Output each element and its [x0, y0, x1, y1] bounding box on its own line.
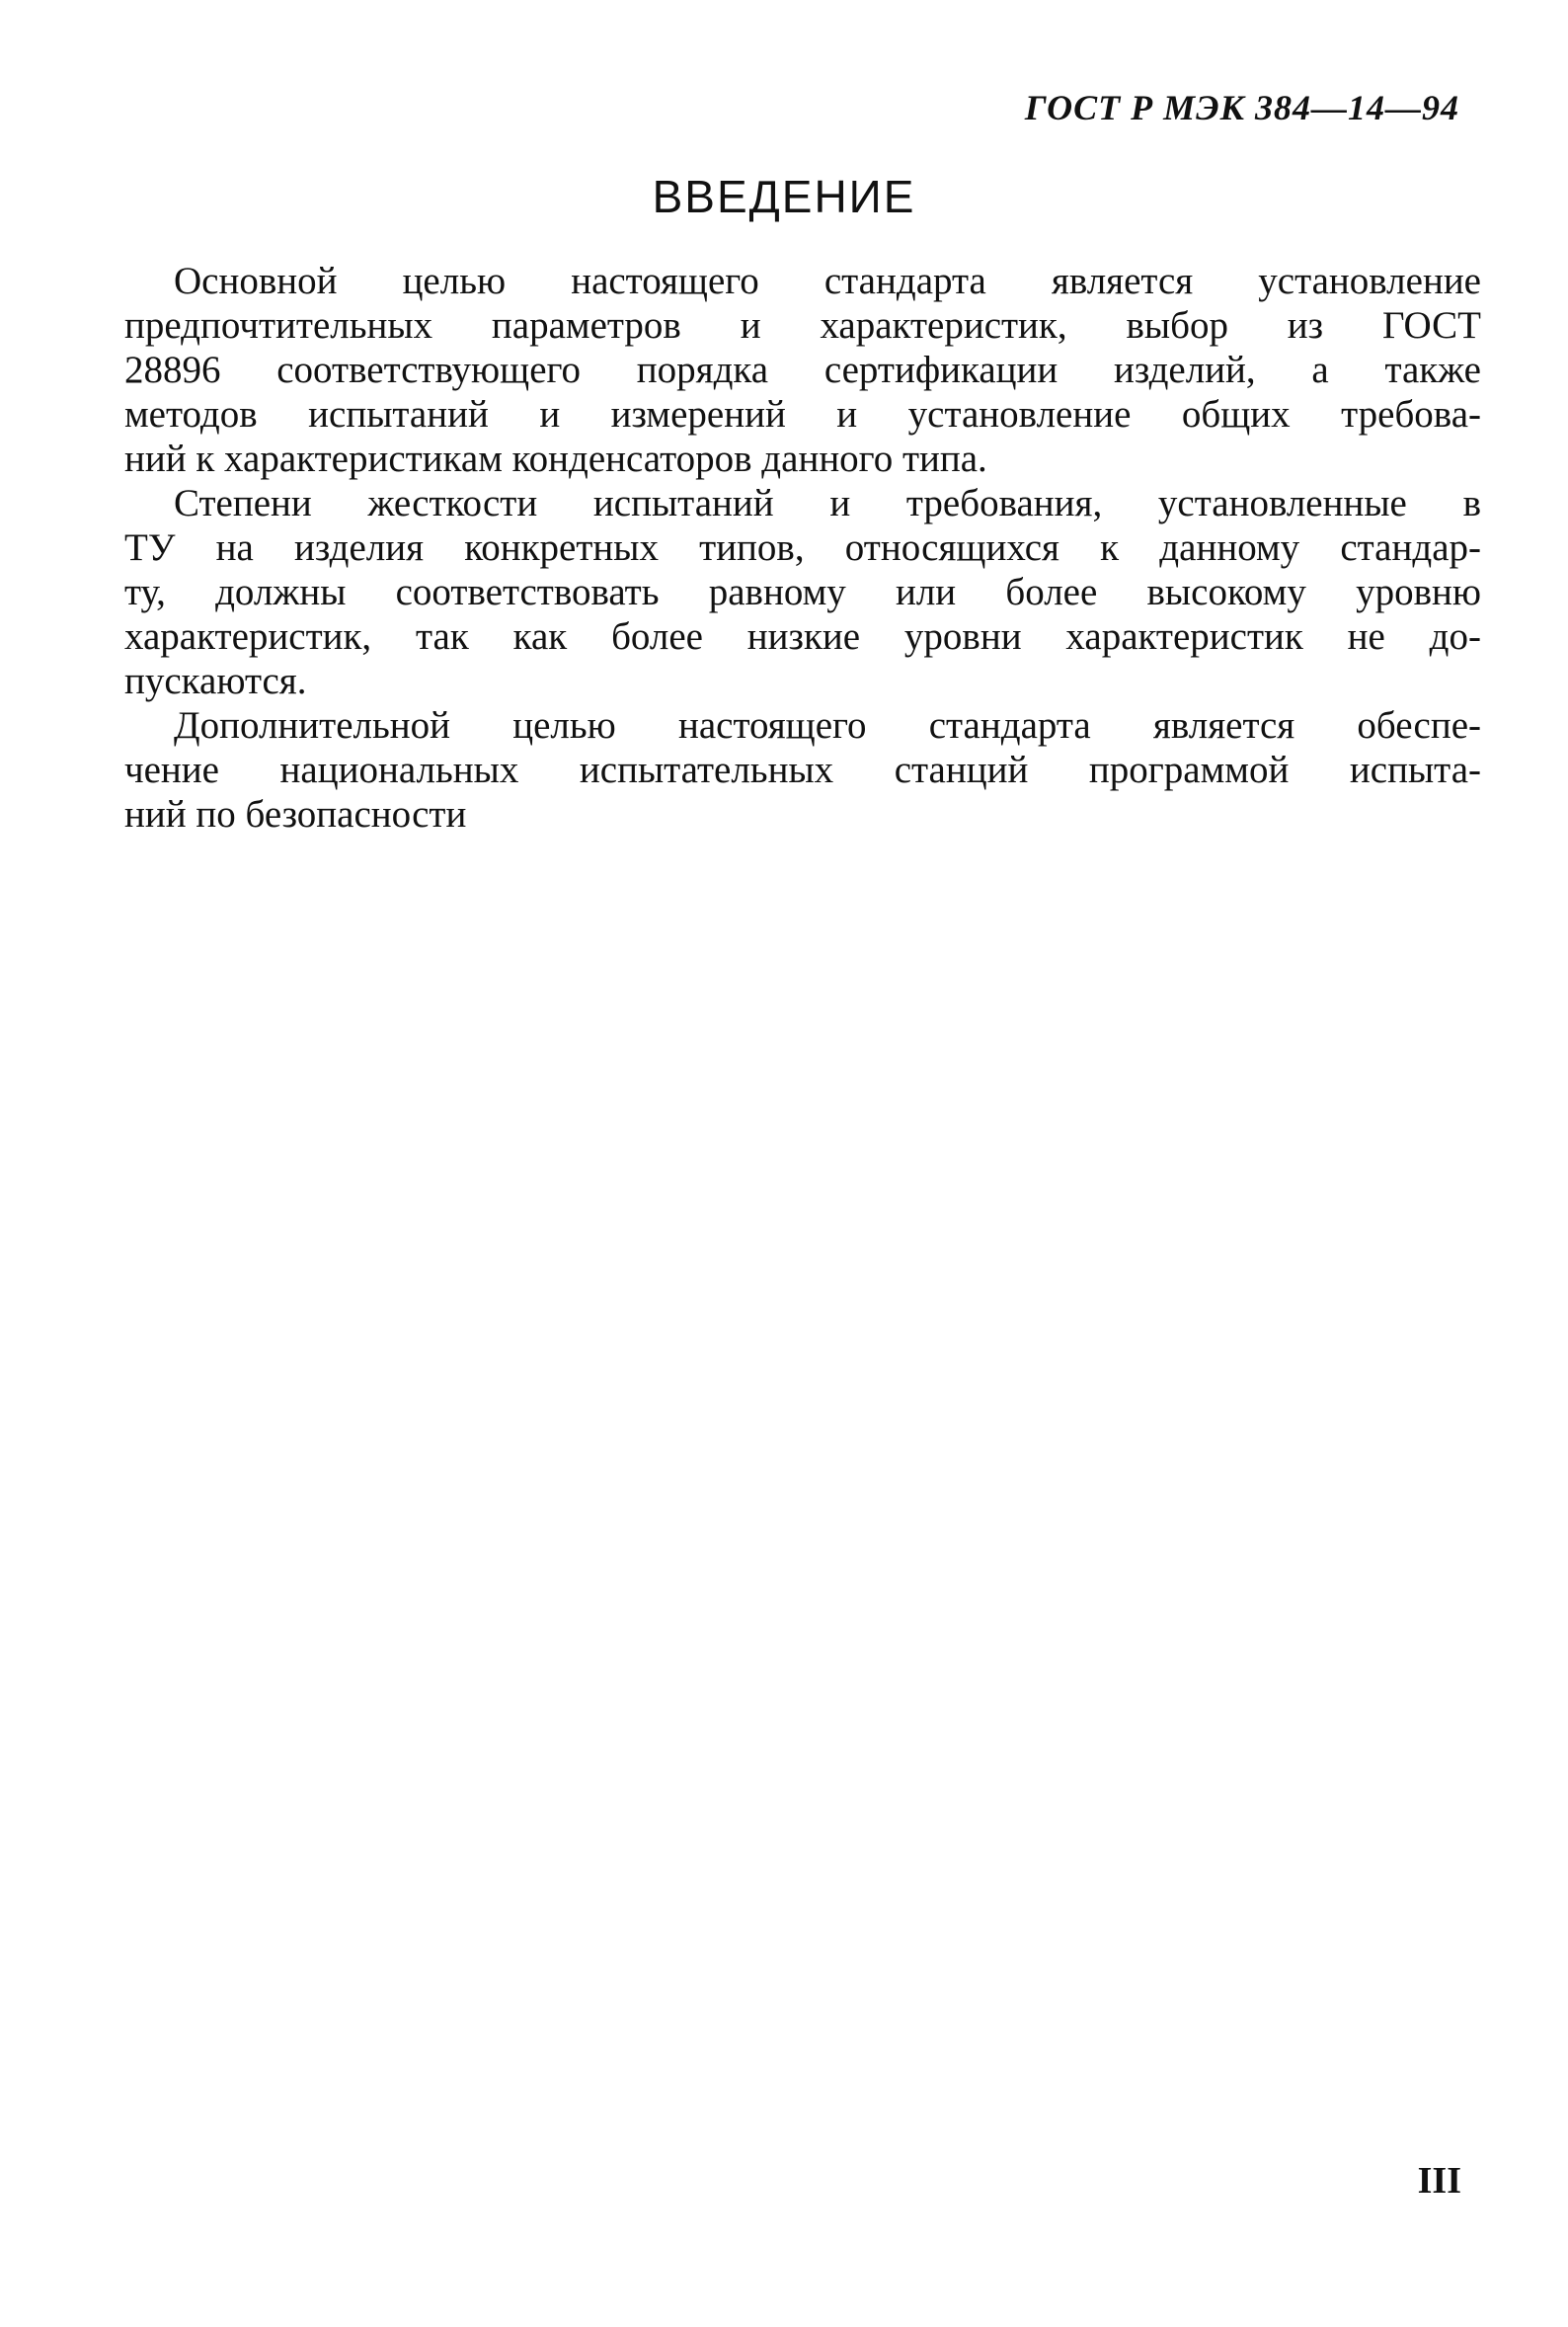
page-number: III	[1417, 2160, 1461, 2202]
paragraph-line: пускаются.	[124, 660, 307, 702]
paragraph-1	[124, 259, 1481, 481]
paragraph-line: 28896 соответствующего порядка сертификации изделий, а также	[124, 349, 1481, 391]
paragraph-line: Дополнительной целью настоящего стандарта является обеспе-	[174, 704, 1481, 747]
paragraph-line: ний к характеристикам конденсаторов данного типа.	[124, 438, 987, 480]
paragraph-line: Степени жесткости испытаний и требования, установленные в	[174, 482, 1481, 524]
paragraph-line: предпочтительных параметров и характеристик, выбор из ГОСТ	[124, 304, 1481, 347]
paragraph-2	[124, 481, 1481, 703]
paragraph-line: ТУ на изделия конкретных типов, относящихся к данному стандар-	[124, 526, 1481, 569]
document-designation: ГОСТ Р МЭК 384—14—94	[1024, 88, 1459, 127]
paragraph-line: ний по безопасности	[124, 793, 467, 836]
paragraph-line: чение национальных испытательных станций программой испыта-	[124, 749, 1481, 791]
body-text	[124, 259, 1481, 837]
paragraph-3	[124, 703, 1481, 837]
paragraph-line: ту, должны соответствовать равному или более высокому уровню	[124, 571, 1481, 613]
paragraph-line: Основной целью настоящего стандарта является установление	[174, 260, 1481, 302]
paragraph-line: методов испытаний и измерений и установление общих требова-	[124, 393, 1481, 436]
section-title: ВВЕДЕНИЕ	[652, 171, 916, 222]
paragraph-line: характеристик, так как более низкие уровни характеристик не до-	[124, 615, 1481, 658]
